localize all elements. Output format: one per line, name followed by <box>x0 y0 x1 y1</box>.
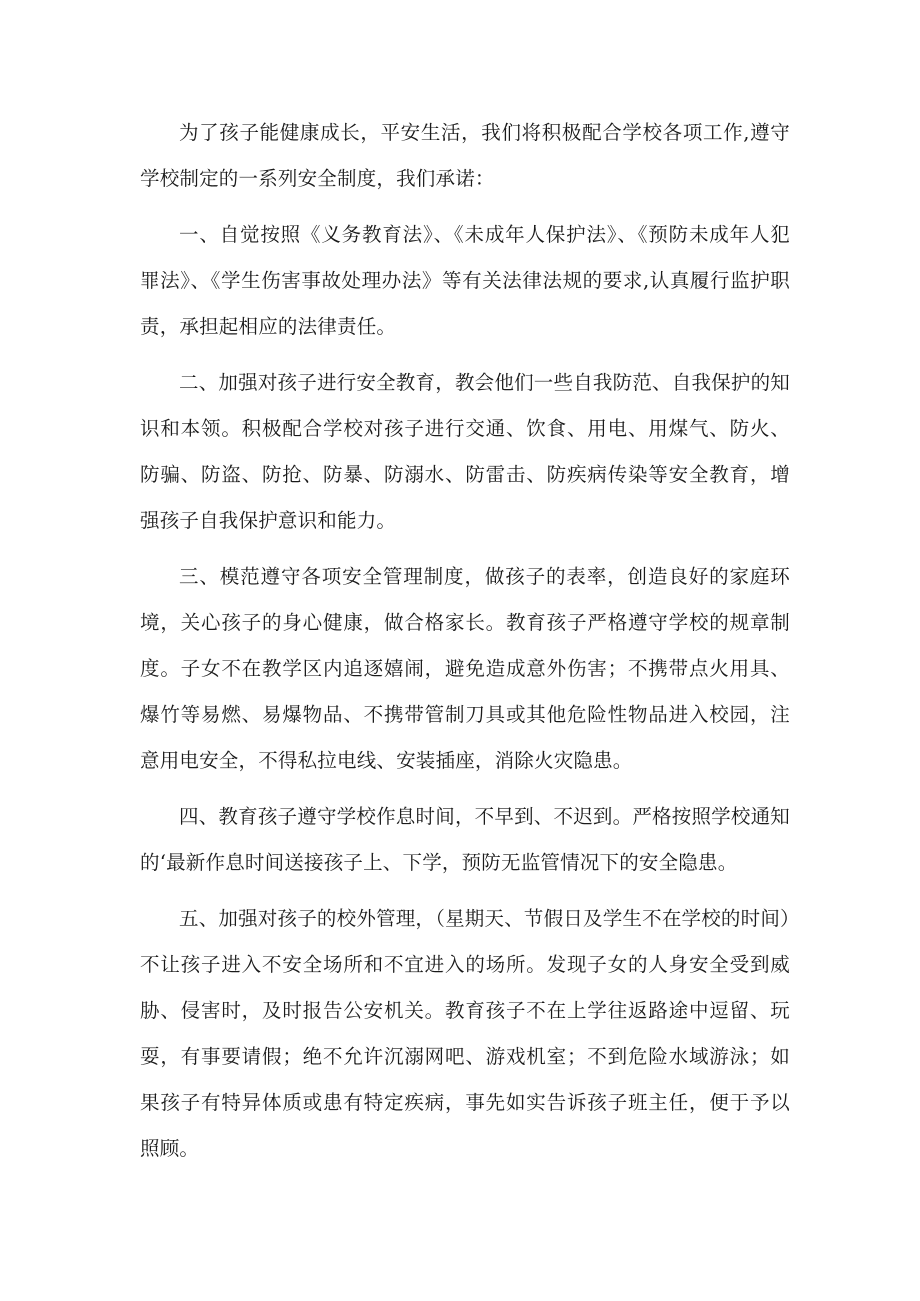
pledge-paragraph-5: 五、加强对孩子的校外管理，（星期天、节假日及学生不在学校的时间）不让孩子进入不安全场所和不宜进入的场所。发现子女的人身安全受到威胁、侵害时，及时报告公安机关。教育孩子不在上学往返路途中逗留、玩耍，有事要请假；绝不允许沉溺网吧、游戏机室；不到危险水域游泳；如果孩子有特异体质或患有特定疾病，事先如实告诉孩子班主任，便于予以照顾。 <box>140 907 790 1160</box>
document-body <box>140 110 790 1182</box>
pledge-paragraph-1: 一、自觉按照《义务教育法》、《未成年人保护法》、《预防未成年人犯罪法》、《学生伤害事故处理办法》等有关法律法规的要求,认真履行监护职责，承担起相应的法律责任。 <box>140 223 790 338</box>
intro-paragraph: 为了孩子能健康成长，平安生活，我们将积极配合学校各项工作,遵守学校制定的一系列安全制度，我们承诺： <box>140 121 790 190</box>
pledge-paragraph-2: 二、加强对孩子进行安全教育，教会他们一些自我防范、自我保护的知识和本领。积极配合学校对孩子进行交通、饮食、用电、用煤气、防火、防骗、防盗、防抢、防暴、防溺水、防雷击、防疾病传染等安全教育，增强孩子自我保护意识和能力。 <box>140 371 790 532</box>
pledge-paragraph-3: 三、模范遵守各项安全管理制度，做孩子的表率，创造良好的家庭环境，关心孩子的身心健康，做合格家长。教育孩子严格遵守学校的规章制度。子女不在教学区内追逐嬉闹，避免造成意外伤害；不携带点火用具、爆竹等易燃、易爆物品、不携带管制刀具或其他危险性物品进入校园，注意用电安全，不得私拉电线、安装插座，消除火灾隐患。 <box>140 565 790 772</box>
pledge-paragraph-4: 四、教育孩子遵守学校作息时间，不早到、不迟到。严格按照学校通知的‘最新作息时间送接孩子上、下学，预防无监管情况下的安全隐患。 <box>140 805 790 874</box>
